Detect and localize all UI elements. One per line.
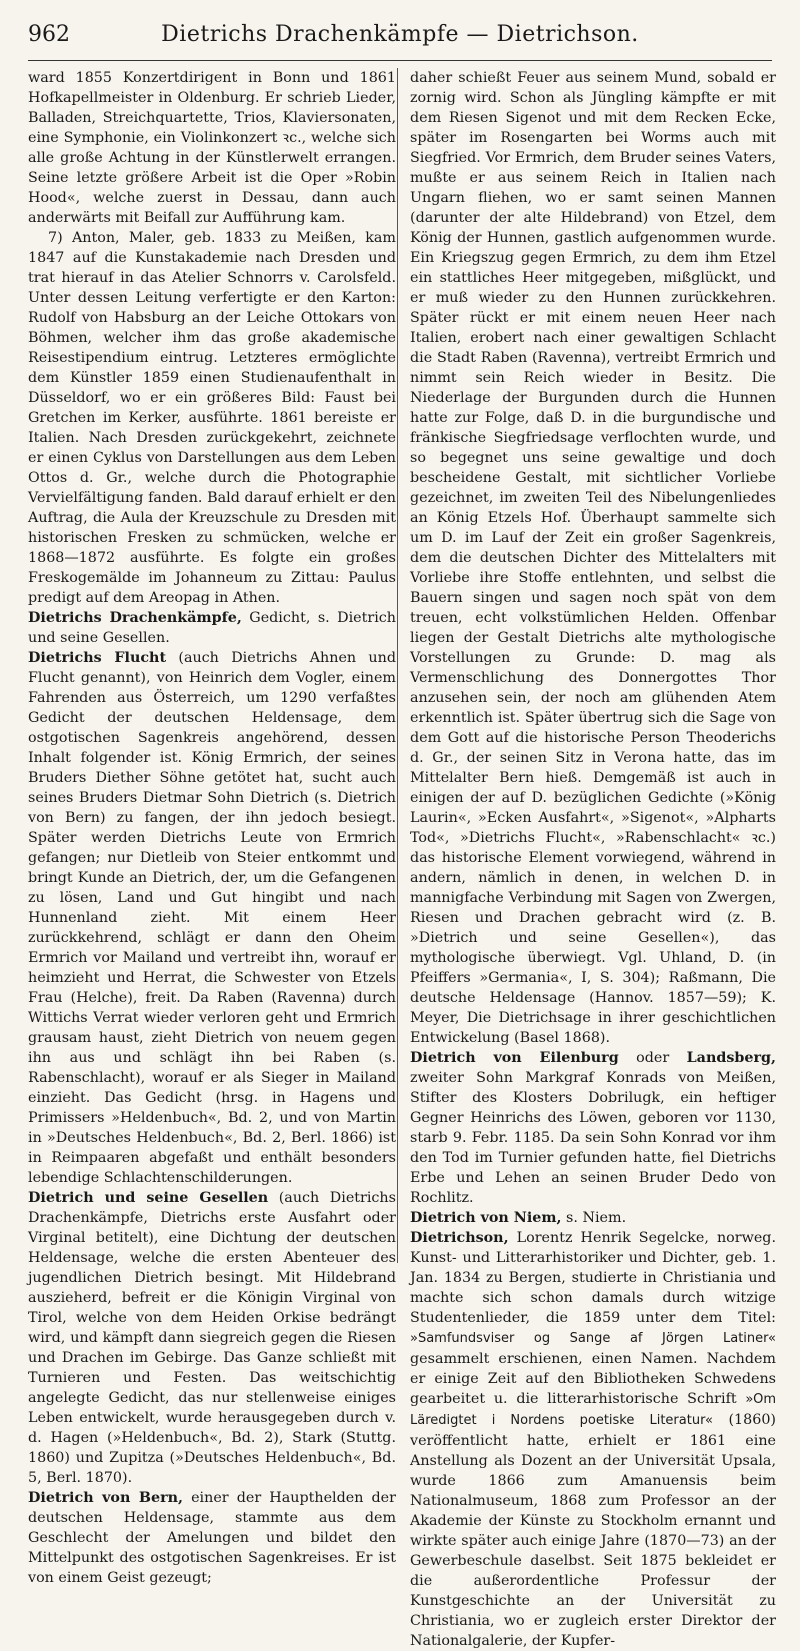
entry-text: (1860) veröffentlicht hatte, erhielt er 1861 eine Anstellung als Dozent an der Universität Upsala, wurde 1866 zum Amanuensis beim Nationalmuseum, 1868 zum Professor an der Akademie der Künste zu Stockholm ernannt und wirkte später auch einige Jahre (1870—73) an der Gewerbeschule daselbst. Seit 1875 bekleidet er die außerordentliche Professur der Kunstgeschichte an der Universität zu Christiania, wo er zugleich erster Direktor der Nationalgalerie, der Kupfer- [410,1412,776,1649]
page-header [28,22,772,62]
entry-anton: 7) Anton, Maler, geb. 1833 zu Meißen, kam 1847 auf die Kunstakademie nach Dresden und trat hierauf in das Atelier Schnorrs v. Carolsfeld. Unter dessen Leitung verfertigte er den Karton: Rudolf von Habsburg an der Leiche Ottokars von Böhmen, welcher ihm das große akademische Reisestipendium eintrug. Letzteres ermöglichte dem Künstler 1859 einen Studienaufenthalt in Düsseldorf, wo er ein größeres Bild: Faust bei Gretchen im Kerker, ausführte. 1861 bereiste er Italien. Nach Dresden zurückgekehrt, zeichnete er einen Cyklus von Darstellungen aus dem Leben Ottos d. Gr., welche durch die Photographie Vervielfältigung fanden. Bald darauf erhielt er den Auftrag, die Aula der Kreuzschule zu Dresden mit historischen Fresken zu schmücken, welche er 1868—1872 ausführte. Es folgte ein großes Freskogemälde im Johanneum zu Zittau: Paulus predigt auf dem Areopag in Athen. [28,230,396,606]
entry-flucht [28,648,396,1188]
entry-eilenburg [410,1048,776,1208]
work-title: »Samfundsviser og Sange af Jörgen Latiner« [410,1331,776,1346]
entry-text: oder [618,1050,687,1066]
entry-text: Gedicht, s. Dietrich und seine Gesellen. [28,610,397,646]
left-column [28,68,397,1586]
headword: Dietrichson, [410,1230,509,1246]
running-title: Dietrichs Drachenkämpfe — Dietrichson. [161,22,639,47]
right-column [410,68,776,1649]
column-divider [397,68,398,1263]
page-number: 962 [28,22,70,47]
person-name: Lorentz Henrik Segelcke, [508,1230,709,1246]
headword: Dietrichs Flucht [28,650,167,666]
entry-gesellen [28,1188,396,1488]
work-title: »Om Läredigtet i Nordens poetiske Literatur« [410,1392,776,1428]
entry-niem [410,1208,776,1228]
header-rule [28,60,772,61]
headword: Dietrichs Drachenkämpfe, [28,610,242,626]
entry-text: einer der Haupthelden der deutschen Heldensage, stammte aus dem Geschlecht der Amelungen und bildet den Mittelpunkt des ostgotischen Sagenkreises. Er ist von einem Geist gezeugt; [28,1490,396,1586]
headword: Dietrich von Eilenburg [410,1050,619,1066]
entry-text: (auch Dietrichs Drachenkämpfe, Dietrichs erste Ausfahrt oder Virginal betitelt), eine Dichtung der deutschen Heldensage, welche die ersten Abenteuer des jugendlichen Dietrich besingt. Mit Hildebrand auszieherd, befreit er die Königin Virginal von Tirol, welche von dem Heiden Orkise bedrängt wird, und kämpft dann siegreich gegen die Riesen und Drachen im Gebirge. Das Ganze schließt mit Turnieren und Festen. Das weitschichtig angelegte Gedicht, das nur stellenweise einiges Leben entwickelt, wurde herausgegeben durch v. d. Hagen (»Heldenbuch«, Bd. 2), Stark (Stuttg. 1860) und Zupitza (»Deutsches Heldenbuch«, Bd. 5, Berl. 1870). [28,1190,396,1486]
entry-text: s. Niem. [561,1210,627,1226]
entry-text: zweiter Sohn Markgraf Konrads von Meißen, Stifter des Klosters Dobrilugk, ein heftiger Gegner Heinrichs des Löwen, geboren vor 1130, starb 9. Febr. 1185. Da sein Sohn Konrad vor ihm den Tod im Turnier gefunden hatte, fiel Dietrichs Erbe und Lehen an seinen Bruder Dedo von Rochlitz. [410,1070,776,1206]
entry-text: gesammelt erschienen, einen Namen. Nachdem er einige Zeit auf den Bibliotheken Schwedens gearbeitet u. die litterarhistorische Schrift [410,1351,776,1407]
entry-dietrichson [410,1228,776,1651]
headword: Dietrich von Bern, [28,1490,183,1506]
headword-alt: Landsberg, [686,1050,776,1066]
entry-text: norweg. Kunst- und Litterarhistoriker und Dichter, geb. 1. Jan. 1834 zu Bergen, studierte in Christiania und machte sich schon damals durch witzige Studentenlieder, die 1859 unter dem Titel: [410,1230,776,1326]
headword: Dietrich und seine Gesellen [28,1190,269,1206]
entry-text: (auch Dietrichs Ahnen und Flucht genannt), von Heinrich dem Vogler, einem Fahrenden aus Österreich, um 1290 verfaßtes Gedicht der deutschen Heldensage, dem ostgotischen Sagenkreis angehörend, dessen Inhalt folgender ist. König Ermrich, der seines Bruders Diether Söhne getötet hat, sucht auch seines Bruders Dietmar Sohn Dietrich (s. Dietrich von Bern) zu fangen, der ihn jedoch besiegt. Später werden Dietrichs Leute von Ermrich gefangen; nur Dietleib von Steier entkommt und bringt Kunde an Dietrich, der, um die Gefangenen zu lösen, Land und Gut hingibt und nach Hunnenland zieht. Mit einem Heer zurückkehrend, schlägt er dann den Oheim Ermrich vor Mailand und vertreibt ihn, worauf er heimzieht und Herrat, die Schwester von Etzels Frau (Helche), freit. Da Raben (Ravenna) durch Wittichs Verrat wieder verloren geht und Ermrich grausam haust, zieht Dietrich von neuem gegen ihn aus und schlägt ihn bei Raben (s. Rabenschlacht), worauf er als Sieger in Mailand einzieht. Das Gedicht (hrsg. in Hagens und Primissers »Heldenbuch«, Bd. 2, und von Martin in »Deutsches Heldenbuch«, Bd. 2, Berl. 1866) ist in Reimpaaren abgefaßt und enthält besonders lebendige Schlachtenschilderungen. [28,650,396,1186]
entry-drachenkaempfe [28,608,396,648]
entry-von-bern-continued: daher schießt Feuer aus seinem Mund, sobald er zornig wird. Schon als Jüngling kämpfte er mit dem Riesen Sigenot und mit dem Recken Ecke, später im Rosengarten bei Worms auch mit Siegfried. Vor Ermrich, dem Bruder seines Vaters, mußte er aus seinem Reich in Italien nach Ungarn fliehen, wo er samt seinen Mannen (darunter der alte Hildebrand) von Etzel, dem König der Hunnen, gastlich aufgenommen wurde. Ein Kriegszug gegen Ermrich, zu dem ihm Etzel ein stattliches Heer mitgegeben, mißglückt, und er muß wieder zu den Hunnen zurückkehren. Später rückt er mit einem neuen Heer nach Italien, erobert nach einer gewaltigen Schlacht die Stadt Raben (Ravenna), vertreibt Ermrich und nimmt sein Reich wieder in Besitz. Die Niederlage der Burgunden durch die Hunnen hatte zur Folge, daß D. in die burgundische und fränkische Siegfriedsage verflochten wurde, und so begegnet uns seine gewaltige und doch bescheidene Gestalt, mit sichtlicher Vorliebe gezeichnet, im zweiten Teil des Nibelungenliedes an König Etzels Hof. Überhaupt sammelte sich um D. im Lauf der Zeit ein großer Sagenkreis, dem die deutschen Dichter des Mittelalters mit Vorliebe ihre Stoffe entlehnten, und selbst die Bauern singen und sagen noch spät von dem treuen, echt volkstümlichen Helden. Offenbar liegen der Gestalt Dietrichs alte mythologische Vorstellungen zu Grunde: D. mag als Vermenschlichung des Donnergottes Thor anzusehen sein, der noch am glühenden Atem erkenntlich ist. Später übertrug sich die Sage von dem Gott auf die historische Person Theoderichs d. Gr., der seinen Sitz in Verona hatte, das im Mittelalter Bern hieß. Demgemäß ist auch in einigen der auf D. bezüglichen Gedichte (»König Laurin«, »Ecken Ausfahrt«, »Sigenot«, »Alpharts Tod«, »Dietrichs Flucht«, »Rabenschlacht« ꝛc.) das historische Element vorwiegend, während in andern, nämlich in denen, in welchen D. in mannigfache Verbindung mit Sagen von Zwergen, Riesen und Drachen gebracht wird (z. B. »Dietrich und seine Gesellen«), das mythologische überwiegt. Vgl. Uhland, D. (in Pfeiffers »Germania«, I, S. 304); Raßmann, Die deutsche Heldensage (Hannov. 1857—59); K. Meyer, Die Dietrichsage in ihrer geschichtlichen Entwickelung (Basel 1868). [410,70,776,1046]
entry-von-bern [28,1488,396,1588]
entry-continuation: ward 1855 Konzertdirigent in Bonn und 1861 Hofkapellmeister in Oldenburg. Er schrieb Lieder, Balladen, Streichquartette, Trios, Klaviersonaten, eine Symphonie, ein Violinkonzert ꝛc., welche sich alle große Achtung in der Künstlerwelt errangen. Seine letzte größere Arbeit ist die Oper »Robin Hood«, welche zuerst in Dessau, dann auch anderwärts mit Beifall zur Aufführung kam. [28,70,396,226]
headword: Dietrich von Niem, [410,1210,562,1226]
